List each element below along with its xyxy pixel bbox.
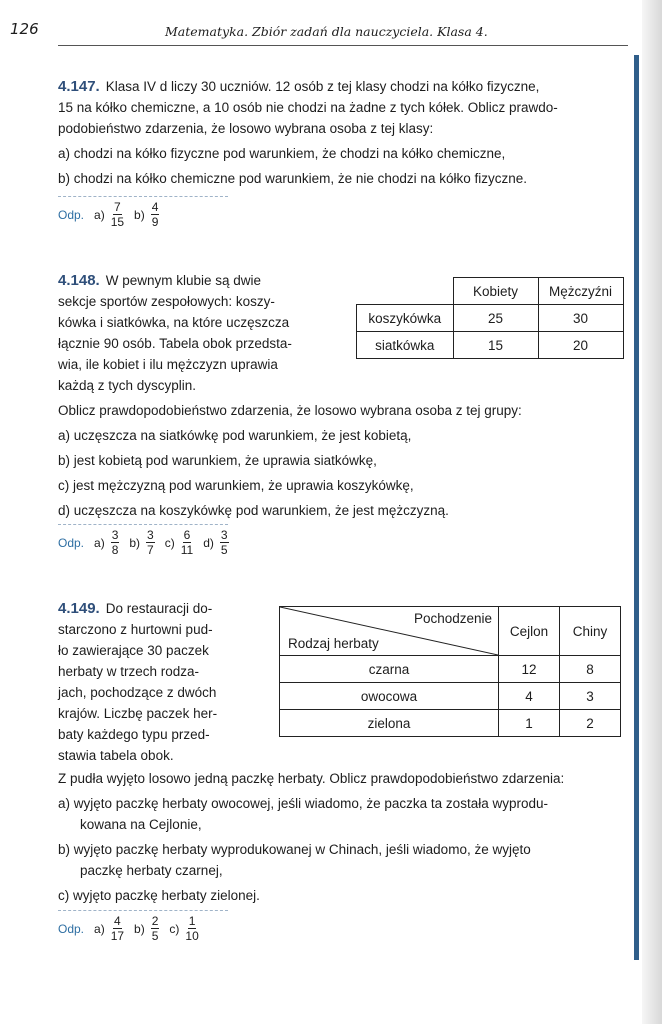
subquestion-b: b) chodzi na kółko chemiczne pod warunkiem, że nie chodzi na kółko fizyczne. [58, 171, 527, 186]
answer-b: b) $\frac{2}{5}$ [134, 914, 159, 943]
subquestion-a-cont: kowana na Cejlonie, [80, 817, 202, 832]
margin-bar [634, 55, 639, 960]
header-pochodzenie: Pochodzenie [413, 611, 492, 626]
exercise-question: Z pudła wyjęto losowo jedną paczkę herbaty. Oblicz prawdopodobieństwo zdarzenia: [58, 771, 565, 786]
exercise-number: 4.148. [58, 272, 100, 289]
table-row: czarna 12 8 [280, 656, 621, 683]
answer-divider [58, 910, 228, 911]
subquestion-c: c) jest mężczyzną pod warunkiem, że uprawia koszykówkę, [58, 478, 414, 493]
exercise-4-149-body [58, 768, 628, 906]
answer-c: c) $\frac{1}{10}$ [169, 914, 199, 943]
answers-label: Odp. [58, 921, 85, 936]
answer-a: a) $\frac{4}{17}$ [94, 914, 125, 943]
exercise-text: 15 na kółko chemiczne, a 10 osób nie chodzi na żadne z tych kółek. Oblicz prawdo- [58, 100, 558, 115]
col-header-cejlon: Cejlon [499, 607, 560, 656]
col-header-chiny: Chiny [560, 607, 621, 656]
subquestion-b-cont: paczkę herbaty czarnej, [80, 863, 223, 878]
page-number: 126 [10, 20, 39, 38]
exercise-4-147 [58, 76, 628, 189]
exercise-4-148-intro: 4.148. W pewnym klubie są dwie sekcje sportów zespołowych: koszy- kówka i siatkówka, na które uczęszcza łącznie 90 osób. Tabela obok przedsta- wia, ile kobiet i ilu mężczyzn uprawia każdą z tych dyscyplin. [58, 272, 292, 393]
table-row: koszykówka 25 30 [357, 305, 624, 332]
answers-label: Odp. [58, 207, 85, 222]
answers-label: Odp. [58, 535, 85, 550]
answer-divider [58, 196, 228, 197]
subquestion-b: b) wyjęto paczkę herbaty wyprodukowanej w Chinach, jeśli wiadomo, że wyjęto [58, 842, 531, 857]
exercise-4-149-intro: 4.149. Do restauracji do- starczono z hurtowni pud- ło zawierające 30 paczek herbaty w trzech rodza- jach, pochodzące z dwóch krajów. Liczbę paczek her- baty każdego typu przed- stawia tabela obok. [58, 600, 218, 763]
exercise-number: 4.147. [58, 78, 100, 95]
table-sports [356, 277, 624, 359]
answer-c: c) $\frac{6}{11}$ [164, 528, 194, 557]
table-row: zielona 1 2 [280, 710, 621, 737]
answer-divider [58, 524, 228, 525]
answer-d: d) $\frac{3}{5}$ [203, 528, 228, 557]
page-edge [642, 0, 662, 1024]
exercise-question: Oblicz prawdopodobieństwo zdarzenia, że losowo wybrana osoba z tej grupy: [58, 403, 522, 418]
answers-4-149 [58, 914, 199, 943]
subquestion-a: a) chodzi na kółko fizyczne pod warunkiem, że chodzi na kółko chemiczne, [58, 146, 506, 161]
subquestion-a: a) wyjęto paczkę herbaty owocowej, jeśli wiadomo, że paczka ta została wyprodu- [58, 796, 548, 811]
subquestion-b: b) jest kobietą pod warunkiem, że uprawia siatkówkę, [58, 453, 377, 468]
answers-4-147 [58, 200, 159, 229]
answers-4-148 [58, 528, 229, 557]
exercise-4-148-body [58, 400, 628, 521]
table-row: siatkówka 15 20 [357, 332, 624, 359]
subquestion-d: d) uczęszcza na koszykówkę pod warunkiem, że jest mężczyzną. [58, 503, 449, 518]
exercise-number: 4.149. [58, 600, 100, 617]
answer-b: b) $\frac{4}{9}$ [134, 200, 159, 229]
exercise-text: podobieństwo zdarzenia, że losowo wybrana osoba z tej klasy: [58, 121, 434, 136]
col-header-mezczyzni: Mężczyźni [538, 278, 623, 305]
subquestion-a: a) uczęszcza na siatkówkę pod warunkiem, że jest kobietą, [58, 428, 412, 443]
subquestion-c: c) wyjęto paczkę herbaty zielonej. [58, 888, 260, 903]
table-tea [279, 606, 621, 737]
running-title: Matematyka. Zbiór zadań dla nauczyciela. Klasa 4. [165, 24, 488, 39]
answer-b: b) $\frac{3}{7}$ [129, 528, 154, 557]
exercise-text: Klasa IV d liczy 30 uczniów. 12 osób z tej klasy chodzi na kółko fizyczne, [105, 79, 540, 94]
answer-a: a) $\frac{3}{8}$ [94, 528, 119, 557]
header-rodzaj: Rodzaj herbaty [288, 636, 379, 651]
answer-a: a) $\frac{7}{15}$ [94, 200, 125, 229]
table-row: owocowa 4 3 [280, 683, 621, 710]
header-rule [58, 45, 628, 46]
col-header-kobiety: Kobiety [453, 278, 538, 305]
diagonal-header-cell [280, 607, 499, 656]
